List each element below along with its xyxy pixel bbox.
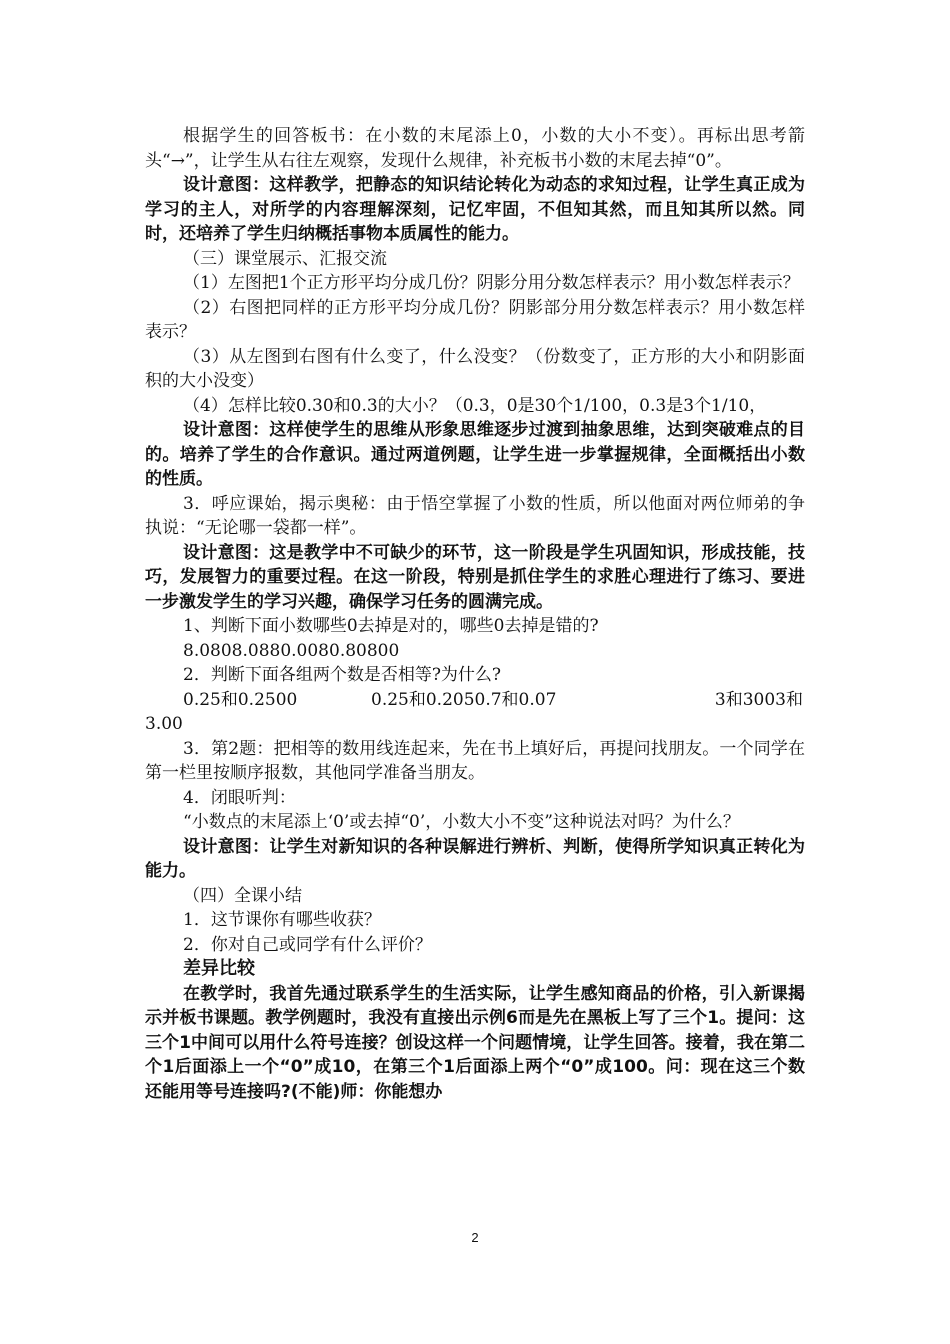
exercise-item: 4．闭眼听判： — [183, 787, 296, 808]
exercise-item: 2．判断下面各组两个数是否相等?为什么? — [183, 665, 502, 685]
paragraph: （4）怎样比较0.30和0.3的大小？（0.3，0是30个1/100，0.3是3个1/10， — [183, 395, 767, 416]
number-pair-continued: 3.00 — [145, 714, 183, 734]
number-pair: 0.25和0.2500 — [183, 689, 298, 710]
section-heading: （三）课堂展示、汇报交流 — [183, 248, 387, 269]
paragraph: （3）从左图到右图有什么变了，什么没变？（份数变了，正方形的大小和阴影面积的大小没变） — [145, 346, 805, 391]
number-pair: 3和3003和 — [714, 689, 803, 710]
document-body — [145, 124, 805, 1104]
summary-item: 2．你对自己或同学有什么评价？ — [183, 934, 432, 955]
number-pair: 0.25和0.2050.7和0.07 — [371, 689, 557, 710]
paragraph: （2）右图把同样的正方形平均分成几份？阴影部分用分数怎样表示？用小数怎样表示？ — [145, 297, 805, 342]
exercise-item: 1、判断下面小数哪些0去掉是对的，哪些0去掉是错的? — [183, 616, 599, 636]
paragraph: 3．呼应课始，揭示奥秘：由于悟空掌握了小数的性质，所以他面对两位师弟的争执说：“无论哪一袋都一样”。 — [145, 493, 805, 538]
design-intent-paragraph: 设计意图：这样使学生的思维从形象思维逐步过渡到抽象思维，达到突破难点的目的。培养了学生的合作意识。通过两道例题，让学生进一步掌握规律，全面概括出小数的性质。 — [145, 420, 805, 489]
summary-item: 1．这节课你有哪些收获？ — [183, 910, 381, 930]
paragraph: （1）左图把1个正方形平均分成几份？阴影分用分数怎样表示？用小数怎样表示？ — [183, 273, 800, 293]
design-intent-paragraph: 设计意图：这样教学，把静态的知识结论转化为动态的求知过程，让学生真正成为学习的主人，对所学的内容理解深刻，记忆牢固，不但知其然，而且知其所以然。同时，还培养了学生归纳概括事物本质属性的能力。 — [145, 175, 805, 244]
exercise-number-row — [145, 688, 805, 713]
paragraph: 根据学生的回答板书：在小数的末尾添上0，小数的大小不变）。再标出思考箭头“→”，让学生从右往左观察，发现什么规律，补充板书小数的末尾去掉“0”。 — [145, 126, 805, 171]
exercise-statement: “小数点的末尾添上‘0’或去掉“0’，小数大小不变”这种说法对吗？为什么？ — [183, 812, 740, 832]
reflection-paragraph: 在教学时，我首先通过联系学生的生活实际，让学生感知商品的价格，引入新课揭示并板书课题。教学例题时，我没有直接出示例6而是先在黑板上写了三个1。提问：这三个1中间可以用什么符号连接？创设这样一个问题情境，让学生回答。接着，我在第二个1后面添上一个“0”成10，在第三个1后面添上两个“0”成100。问：现在这三个数还能用等号连接吗?(不能)师：你能想办 — [145, 983, 805, 1102]
heading-difference-comparison: 差异比较 — [183, 958, 255, 979]
page-number: 2 — [471, 1230, 479, 1245]
exercise-numbers: 8.0808.0880.0080.80800 — [183, 640, 400, 661]
design-intent-paragraph: 设计意图：这是教学中不可缺少的环节，这一阶段是学生巩固知识，形成技能，技巧，发展智力的重要过程。在这一阶段，特别是抓住学生的求胜心理进行了练习、要进一步激发学生的学习兴趣，确保学习任务的圆满完成。 — [145, 542, 805, 612]
section-heading: （四）全课小结 — [183, 885, 302, 906]
exercise-item: 3．第2题：把相等的数用线连起来，先在书上填好后，再提问找朋友。一个同学在第一栏里按顺序报数，其他同学准备当朋友。 — [145, 738, 805, 783]
design-intent-paragraph: 设计意图：让学生对新知识的各种误解进行辨析、判断，使得所学知识真正转化为能力。 — [145, 836, 805, 881]
